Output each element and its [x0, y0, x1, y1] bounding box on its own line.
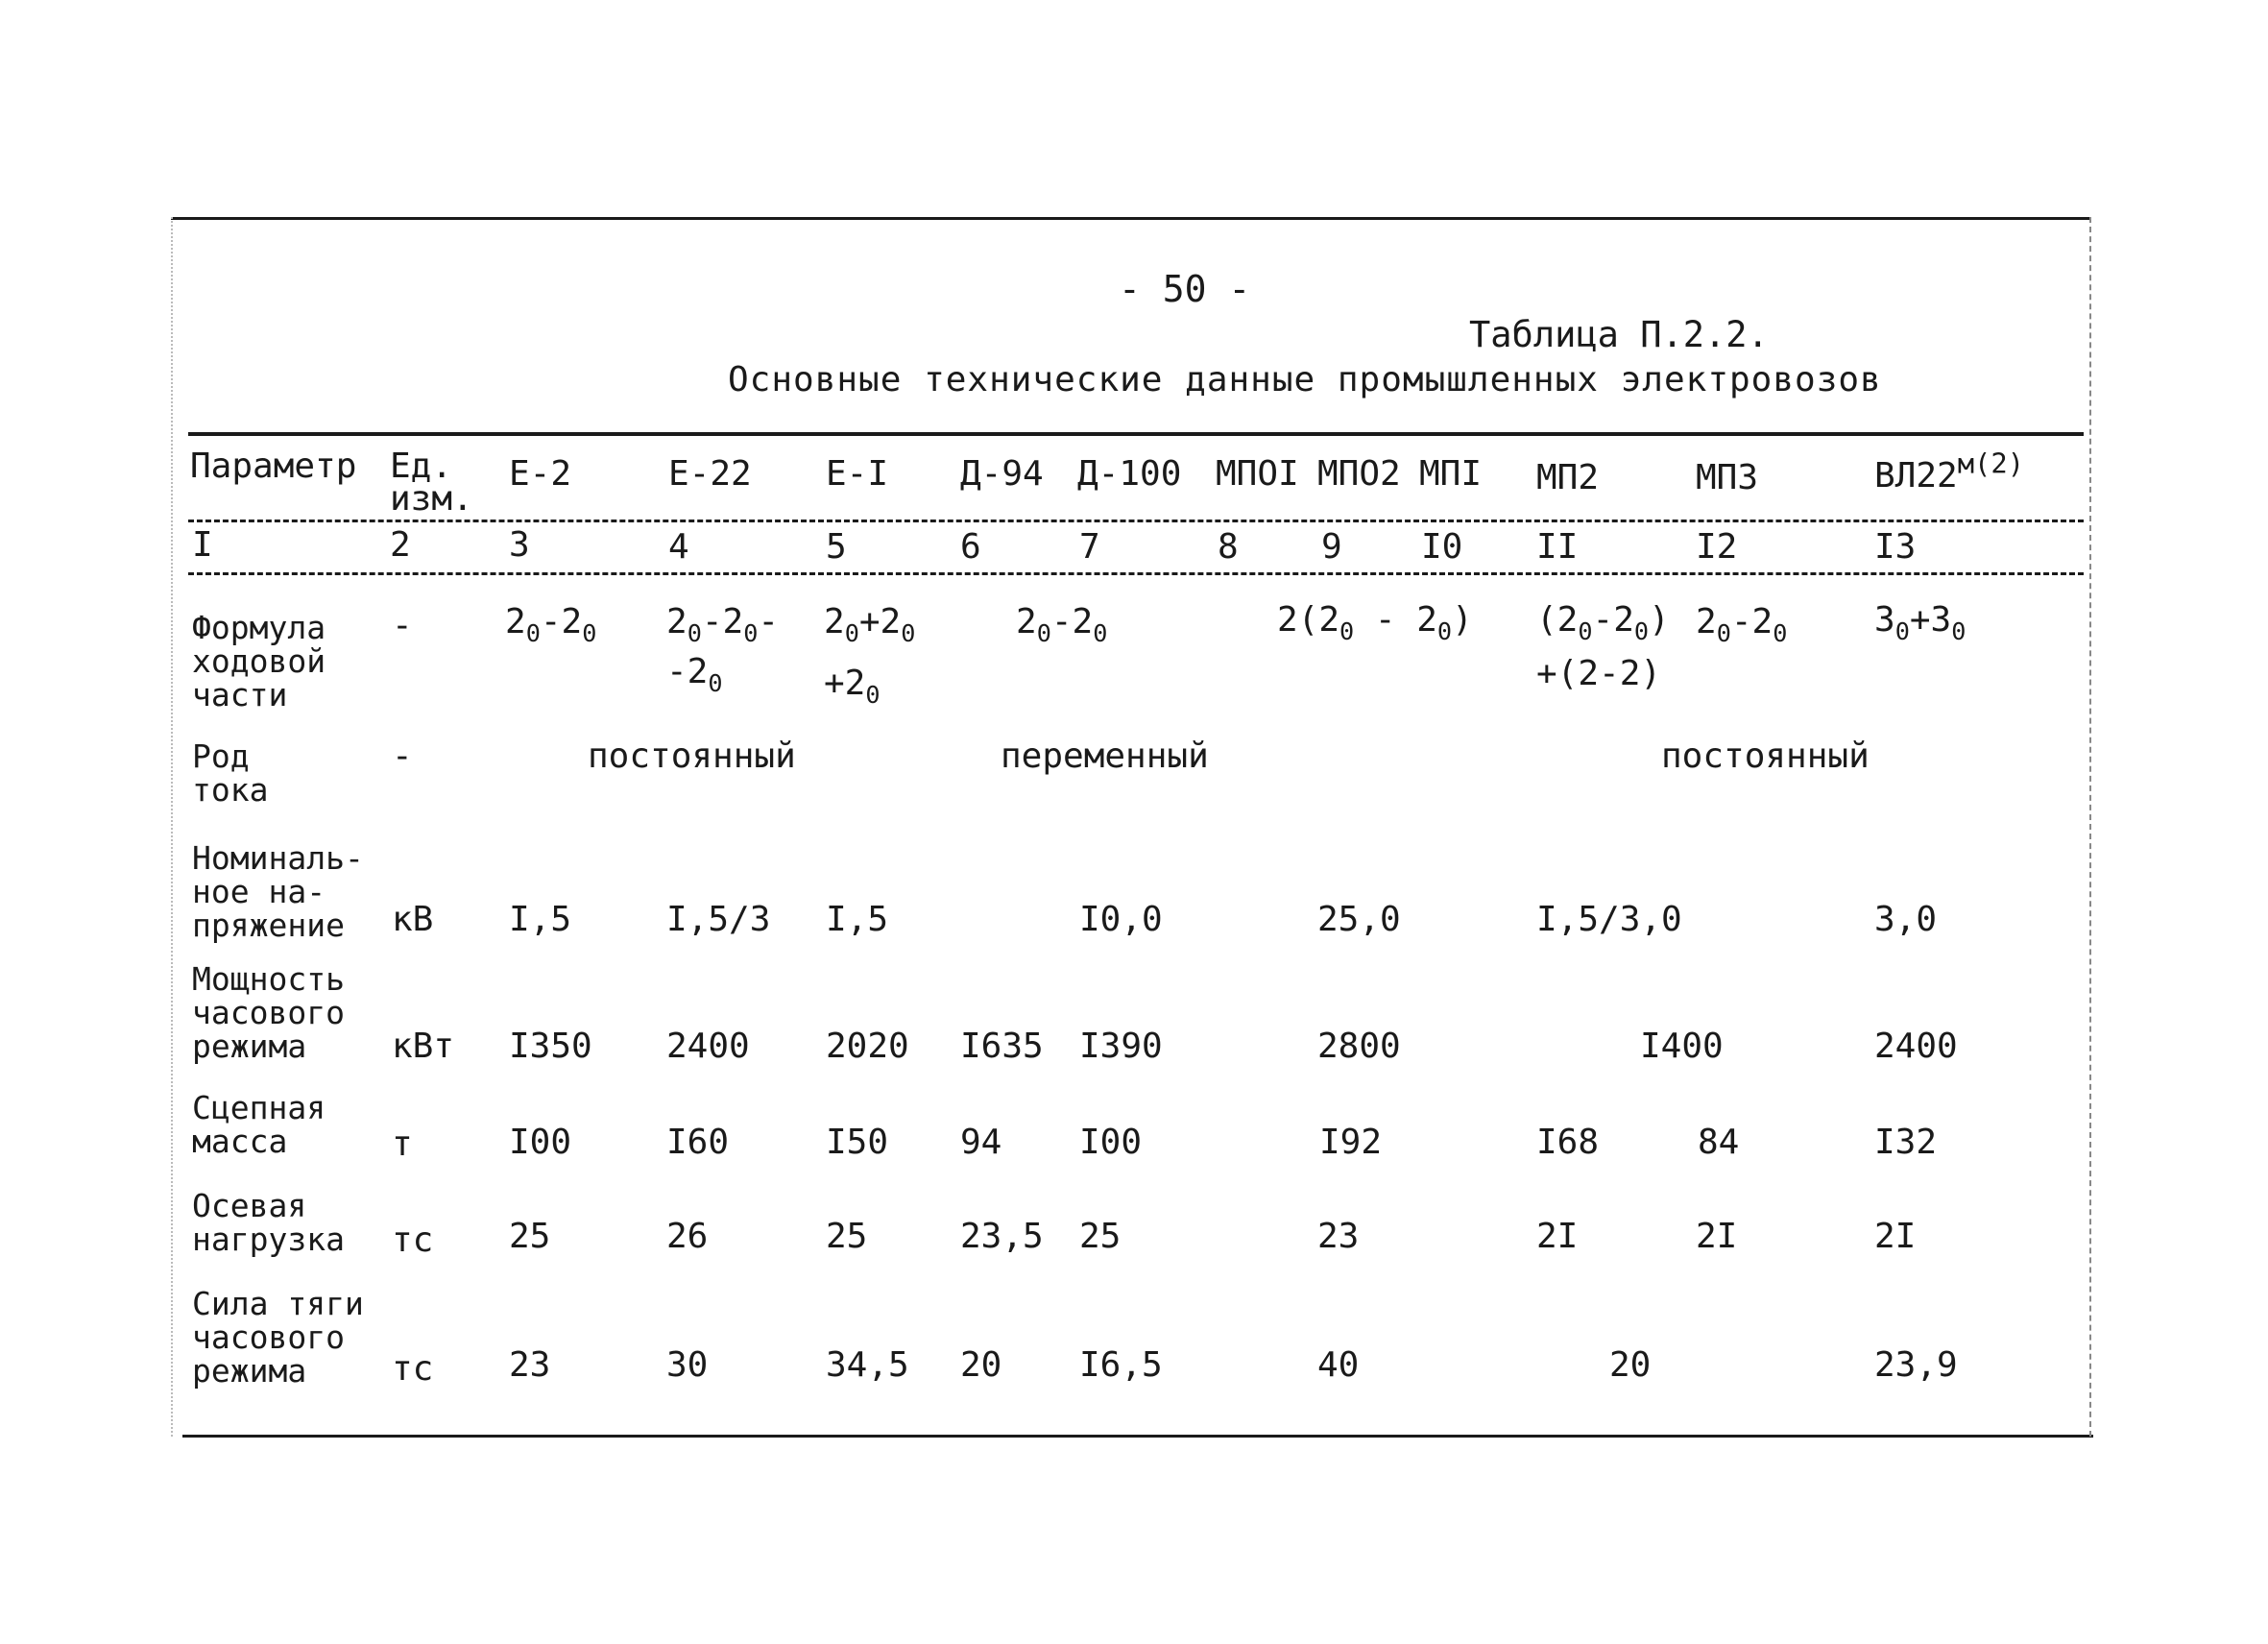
header-model-e1: Е-I	[826, 454, 889, 494]
column-number-11: II	[1536, 527, 1579, 567]
current-group1: постоянный	[588, 737, 796, 776]
mass-d94: 94	[960, 1123, 1002, 1162]
column-number-3: 3	[509, 525, 530, 565]
power-unit: кВт	[392, 1027, 455, 1066]
formula-e1-line2: $+2_0$	[824, 664, 881, 709]
axle-mp0: 23	[1317, 1217, 1360, 1256]
voltage-e2: I,5	[509, 900, 572, 939]
header-model-vl22-superscript: м(2)	[1957, 447, 2025, 480]
formula-d-group: $2_0-2_0$	[1016, 602, 1108, 647]
header-model-e22: Е-22	[668, 454, 752, 494]
axle-vl22: 2I	[1874, 1217, 1917, 1256]
mass-mp0: I92	[1319, 1123, 1383, 1162]
axle-e2: 25	[509, 1217, 551, 1256]
current-group3: постоянный	[1661, 737, 1870, 776]
axle-d100: 25	[1079, 1217, 1122, 1256]
mass-d100: I00	[1079, 1123, 1143, 1162]
column-number-8: 8	[1218, 527, 1239, 567]
axle-mp3: 2I	[1696, 1217, 1738, 1256]
power-mp2-mp3: I400	[1640, 1027, 1724, 1066]
power-mp0: 2800	[1317, 1027, 1401, 1066]
header-model-mp1: МПI	[1419, 454, 1483, 494]
current-group2: переменный	[1001, 737, 1209, 776]
column-number-12: I2	[1696, 527, 1738, 567]
traction-param: Сила тяги часового режима	[192, 1285, 364, 1390]
axle-e22: 26	[666, 1217, 709, 1256]
formula-vl22: $3_0+3_0$	[1874, 600, 1966, 645]
power-param: Мощность часового режима	[192, 960, 345, 1065]
axle-param: Осевая нагрузка	[192, 1187, 345, 1258]
voltage-mp0: 25,0	[1317, 900, 1401, 939]
formula-e22-line2: $-2_0$	[666, 652, 723, 697]
mass-mp3: 84	[1698, 1123, 1740, 1162]
header-param: Параметр	[190, 447, 357, 486]
column-number-2: 2	[390, 525, 411, 565]
mass-e22: I60	[666, 1123, 730, 1162]
power-d100: I390	[1079, 1027, 1163, 1066]
column-number-1: I	[192, 525, 213, 565]
power-e2: I350	[509, 1027, 592, 1066]
formula-e1-line1: $2_0+2_0$	[824, 602, 916, 647]
mass-mp2: I68	[1536, 1123, 1600, 1162]
voltage-e22: I,5/3	[666, 900, 771, 939]
formula-e2: $2_0-2_0$	[505, 602, 597, 647]
header-model-mp02: МПО2	[1317, 454, 1401, 494]
frame-top-line	[171, 217, 2089, 220]
axle-mp2: 2I	[1536, 1217, 1579, 1256]
column-number-10: I0	[1421, 527, 1463, 567]
voltage-d: I0,0	[1079, 900, 1163, 939]
mass-e1: I50	[826, 1123, 889, 1162]
header-unit-line1: Ед.	[390, 447, 453, 486]
frame-right-line	[2089, 217, 2091, 1437]
formula-mp2-line1: $(2_0-2_0)$	[1536, 600, 1670, 645]
table-number: Таблица П.2.2.	[1469, 314, 1769, 355]
column-numbers-dashed-rule	[188, 572, 2084, 575]
header-model-mp2: МП2	[1536, 458, 1600, 497]
current-unit: -	[392, 737, 413, 776]
current-param: Род тока	[192, 737, 269, 809]
mass-param: Сцепная масса	[192, 1089, 326, 1160]
table-title: Основные технические данные промышленных электровозов	[728, 360, 1882, 399]
axle-d94: 23,5	[960, 1217, 1044, 1256]
power-e1: 2020	[826, 1027, 909, 1066]
axle-e1: 25	[826, 1217, 868, 1256]
header-model-vl22	[1874, 447, 2025, 496]
column-number-7: 7	[1079, 527, 1100, 567]
column-number-13: I3	[1874, 527, 1917, 567]
header-unit-line2: изм.	[390, 479, 473, 519]
power-e22: 2400	[666, 1027, 750, 1066]
header-model-d100: Д-100	[1077, 454, 1182, 494]
traction-e1: 34,5	[826, 1345, 909, 1385]
traction-mp0: 40	[1317, 1345, 1360, 1385]
column-number-4: 4	[668, 527, 689, 567]
traction-vl22: 23,9	[1874, 1345, 1958, 1385]
mass-unit: т	[392, 1124, 413, 1164]
column-number-9: 9	[1321, 527, 1342, 567]
table-top-rule	[188, 432, 2084, 436]
traction-d100: I6,5	[1079, 1345, 1163, 1385]
traction-unit: тс	[392, 1349, 434, 1389]
frame-left-line	[171, 217, 173, 1437]
traction-mp2-mp3: 20	[1609, 1345, 1652, 1385]
formula-param: Формула ходовой части	[192, 609, 326, 713]
axle-unit: тс	[392, 1221, 434, 1260]
formula-mp0-group: $2(2_0 - 2_0)$	[1277, 600, 1473, 645]
voltage-param: Номиналь- ное на- пряжение	[192, 839, 364, 944]
voltage-vl22: 3,0	[1874, 900, 1938, 939]
voltage-e1: I,5	[826, 900, 889, 939]
header-model-d94: Д-94	[960, 454, 1044, 494]
power-vl22: 2400	[1874, 1027, 1958, 1066]
page-number: - 50 -	[1119, 268, 1251, 310]
traction-e2: 23	[509, 1345, 551, 1385]
header-model-mp3: МП3	[1696, 458, 1759, 497]
header-dashed-rule	[188, 520, 2084, 522]
mass-e2: I00	[509, 1123, 572, 1162]
header-model-mp01: МПОI	[1216, 454, 1299, 494]
traction-d94: 20	[960, 1345, 1002, 1385]
column-number-5: 5	[826, 527, 847, 567]
frame-bottom-line	[182, 1435, 2093, 1438]
voltage-mp2-mp3: I,5/3,0	[1536, 900, 1682, 939]
power-d94: I635	[960, 1027, 1044, 1066]
mass-vl22: I32	[1874, 1123, 1938, 1162]
traction-e22: 30	[666, 1345, 709, 1385]
formula-unit: -	[392, 606, 413, 645]
header-model-e2: Е-2	[509, 454, 572, 494]
formula-e22-line1: $2_0-2_0-$	[666, 602, 780, 647]
voltage-unit: кВ	[392, 900, 434, 939]
column-number-6: 6	[960, 527, 981, 567]
formula-mp2-line2: +(2-2)	[1536, 654, 1662, 693]
header-model-vl22-name: ВЛ22	[1874, 456, 1958, 496]
formula-mp3: $2_0-2_0$	[1696, 602, 1788, 647]
